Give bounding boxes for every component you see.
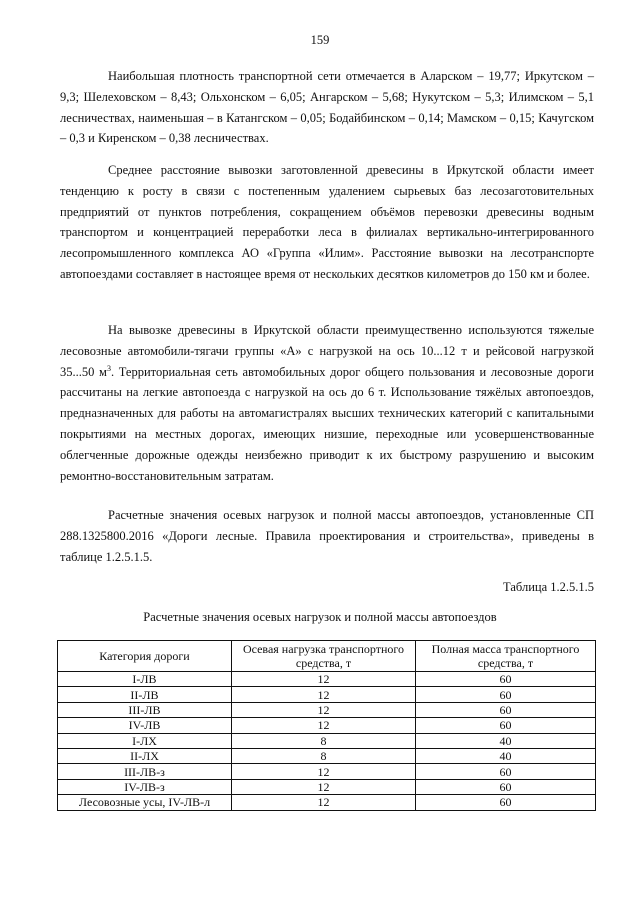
page-number: 159 bbox=[310, 33, 330, 47]
table-row bbox=[58, 795, 596, 810]
cell-total-mass: 60 bbox=[416, 795, 596, 810]
table-row bbox=[58, 687, 596, 702]
cell-axle-load: 8 bbox=[232, 733, 416, 748]
cell-total-mass: 60 bbox=[416, 779, 596, 794]
cell-axle-load: 12 bbox=[232, 718, 416, 733]
cell-category: II-ЛХ bbox=[58, 748, 232, 763]
cell-total-mass: 60 bbox=[416, 702, 596, 717]
cell-category: I-ЛВ bbox=[58, 672, 232, 687]
table-row bbox=[58, 672, 596, 687]
cell-category: III-ЛВ bbox=[58, 702, 232, 717]
cell-category: IV-ЛВ-з bbox=[58, 779, 232, 794]
header-total-mass: Полная масса транспортного средства, т bbox=[416, 641, 596, 672]
cell-category: IV-ЛВ bbox=[58, 718, 232, 733]
paragraph-heavy-trucks bbox=[60, 320, 594, 486]
header-road-category: Категория дороги bbox=[58, 641, 232, 672]
cell-total-mass: 60 bbox=[416, 764, 596, 779]
paragraph-table-reference: Расчетные значения осевых нагрузок и полной массы автопоездов, установленные СП 288.1325800.2016 «Дороги лесные. Правила проектирования и строительства», приведены в таблице 1.2.5.1.5. bbox=[60, 508, 594, 564]
table-label: Таблица 1.2.5.1.5 bbox=[503, 580, 594, 594]
cell-axle-load: 8 bbox=[232, 748, 416, 763]
cubic-superscript: 3 bbox=[106, 363, 111, 373]
cell-category: Лесовозные усы, IV-ЛВ-л bbox=[58, 795, 232, 810]
cell-total-mass: 60 bbox=[416, 687, 596, 702]
cell-category: I-ЛХ bbox=[58, 733, 232, 748]
table-row bbox=[58, 702, 596, 717]
table-caption: Расчетные значения осевых нагрузок и полной массы автопоездов bbox=[143, 610, 497, 624]
cell-total-mass: 40 bbox=[416, 733, 596, 748]
paragraph-heavy-trucks-end: . Территориальная сеть автомобильных дорог общего пользования и лесовозные дороги рассчитаны на легкие автопоезда с нагрузкой на ось до 6 т. Использование тяжёлых автопоездов, предназначенных для работы на автомагистралях высших технических категорий с капитальными покрытиями на местных дорогах, имеющих низшие, переходные или усовершенствованные облегченные дорожные одежды неизбежно приводит к их быстрому разрушению и высоким ремонтно-восстановительным затратам. bbox=[60, 364, 594, 483]
table-row bbox=[58, 748, 596, 763]
cell-total-mass: 40 bbox=[416, 748, 596, 763]
paragraph-hauling-distance: Среднее расстояние вывозки заготовленной древесины в Иркутской области имеет тенденцию к росту в связи с постепенным удалением сырьевых баз лесозаготовительных предприятий от пунктов потребления, сокращением объёмов перевозки древесины водным транспортом и концентрацией переработки леса в филиалах вертикально-интегрированного лесопромышленного комплекса АО «Группа «Илим». Расстояние вывозки на лесотранспорте автопоездами составляет в настоящее время от нескольких десятков километров до 150 км и более. bbox=[60, 163, 594, 281]
header-axle-load: Осевая нагрузка транспортного средства, т bbox=[232, 641, 416, 672]
table-row bbox=[58, 718, 596, 733]
table-row bbox=[58, 779, 596, 794]
paragraph-transport-density: Наибольшая плотность транспортной сети отмечается в Аларском – 19,77; Иркутском – 9,3; Шелеховском – 8,43; Ольхонском – 6,05; Ангарском – 5,68; Нукутском – 5,3; Илимском – 5,1 лесничествах, наименьшая – в Катангском – 0,05; Бодайбинском – 0,14; Мамском – 0,15; Качугском – 0,3 и Киренском – 0,38 лесничествах. bbox=[60, 69, 594, 146]
cell-axle-load: 12 bbox=[232, 795, 416, 810]
cell-axle-load: 12 bbox=[232, 687, 416, 702]
table-header-row bbox=[58, 641, 596, 672]
cell-axle-load: 12 bbox=[232, 702, 416, 717]
cell-axle-load: 12 bbox=[232, 779, 416, 794]
cell-total-mass: 60 bbox=[416, 718, 596, 733]
cell-axle-load: 12 bbox=[232, 672, 416, 687]
table-row bbox=[58, 764, 596, 779]
cell-category: III-ЛВ-з bbox=[58, 764, 232, 779]
cell-axle-load: 12 bbox=[232, 764, 416, 779]
table-row bbox=[58, 733, 596, 748]
cell-category: II-ЛВ bbox=[58, 687, 232, 702]
paragraph-heavy-trucks-start: На вывозке древесины в Иркутской области преимущественно используются тяжелые лесовозные автомобили-тягачи группы «А» с нагрузкой на ось 10...12 т и рейсовой нагрузкой 35...50 м bbox=[60, 323, 594, 379]
axle-load-table bbox=[57, 640, 596, 811]
cell-total-mass: 60 bbox=[416, 672, 596, 687]
